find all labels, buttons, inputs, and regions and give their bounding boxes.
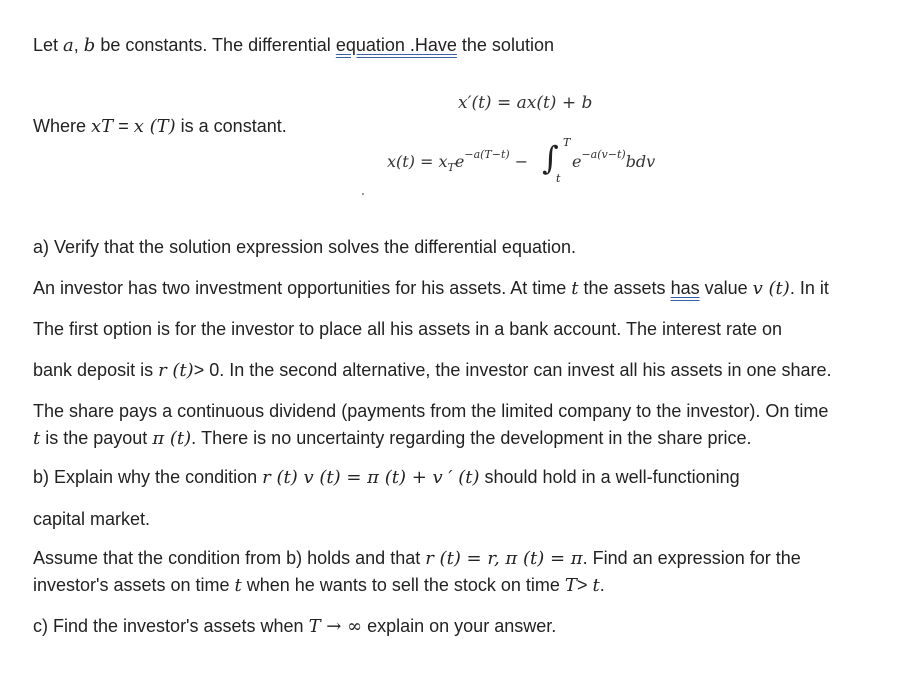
- intro-text: be constants. The differential: [95, 35, 336, 55]
- investor-text: value: [699, 278, 753, 298]
- intro-line: [33, 34, 554, 57]
- var-t: t: [234, 575, 242, 596]
- ode-equation: [458, 93, 592, 113]
- var-T: T: [308, 616, 321, 637]
- var-v-of-t: v (t): [752, 278, 790, 299]
- exponent-2: −a(v−t): [581, 148, 626, 161]
- assume-line-2: [33, 574, 605, 597]
- first-option-line: The first option is for the investor to place all his assets in a bank account. The interest rate on: [33, 319, 783, 339]
- var-xT: xT: [91, 116, 114, 137]
- var-b: b: [83, 35, 96, 56]
- var-pi-of-t: π (t): [152, 428, 192, 449]
- where-text: is a constant.: [175, 116, 287, 136]
- assume-text: when he wants to sell the stock on time: [241, 575, 565, 595]
- grammar-flagged-text[interactable]: has: [670, 278, 700, 298]
- intro-text: ,: [73, 35, 84, 55]
- assume-condition: r (t) = r, π (t) = π: [425, 548, 583, 569]
- part-a: a) Verify that the solution expression solves the differential equation.: [33, 237, 576, 257]
- bank-line: [33, 359, 832, 382]
- part-b-text: should hold in a well-functioning: [479, 467, 740, 487]
- where-text: Where: [33, 116, 92, 136]
- intro-text: the solution: [456, 35, 554, 55]
- exp-base-2: e: [572, 152, 582, 171]
- solution-lhs: x(t) = x: [387, 152, 448, 171]
- capital-line: capital market.: [33, 509, 151, 529]
- share-line-1: The share pays a continuous dividend (payments from the limited company to the investor). On time: [33, 401, 829, 421]
- bank-text: > 0. In the second alternative, the investor can invest all his assets in one share.: [193, 360, 832, 380]
- var-T: T: [564, 575, 577, 596]
- var-r-of-t: r (t): [158, 360, 194, 381]
- share-text: . There is no uncertainty regarding the development in the share price.: [191, 428, 752, 448]
- investor-text: . In it: [789, 278, 829, 298]
- part-c-text: c) Find the investor's assets when: [33, 616, 309, 636]
- condition-formula: r (t) v (t) = π (t) + v ′ (t): [262, 467, 480, 488]
- ode-rhs: ax(t) + b: [516, 93, 593, 113]
- assume-text: . Find an expression for the: [582, 548, 801, 568]
- part-b-text: b) Explain why the condition: [33, 467, 263, 487]
- investor-text: An investor has two investment opportunities for his assets. At time: [33, 278, 572, 298]
- exp-base: e: [454, 152, 465, 171]
- where-text: =: [113, 116, 134, 136]
- assume-line-1: [33, 547, 801, 570]
- assume-text: .: [599, 575, 605, 595]
- integral-lower-limit: t: [556, 172, 561, 185]
- solution-equation: [387, 148, 529, 174]
- share-line-2: [33, 427, 751, 450]
- intro-text: Let: [33, 35, 64, 55]
- assume-text: >: [576, 575, 593, 595]
- minus-sign: −: [509, 152, 529, 171]
- integrand-tail: bdv: [625, 152, 656, 171]
- integral-sign: ∫: [542, 139, 559, 177]
- var-x-of-T: x (T): [133, 116, 176, 137]
- assume-text: investor's assets on time: [33, 575, 235, 595]
- where-line: [33, 115, 287, 138]
- var-t: t: [33, 428, 41, 449]
- bank-text: bank deposit is: [33, 360, 159, 380]
- part-c-text: explain on your answer.: [362, 616, 557, 636]
- share-text: is the payout: [40, 428, 153, 448]
- integrand: [572, 148, 656, 171]
- grammar-flagged-text[interactable]: equation .Have: [335, 35, 457, 55]
- investor-text: the assets: [578, 278, 671, 298]
- var-a: a: [63, 35, 74, 56]
- subscript-T: T: [447, 161, 455, 174]
- var-t: t: [592, 575, 600, 596]
- integral-upper-limit: T: [563, 136, 571, 149]
- var-t: t: [571, 278, 579, 299]
- limit-arrow: → ∞: [320, 616, 363, 637]
- exponent-1: −a(T−t): [464, 148, 510, 161]
- assume-text: Assume that the condition from b) holds and that: [33, 548, 426, 568]
- investor-line: [33, 277, 829, 300]
- ode-lhs: x′(t) =: [458, 93, 517, 113]
- stray-dot: [362, 193, 364, 195]
- part-b: [33, 466, 740, 489]
- part-c: [33, 615, 556, 638]
